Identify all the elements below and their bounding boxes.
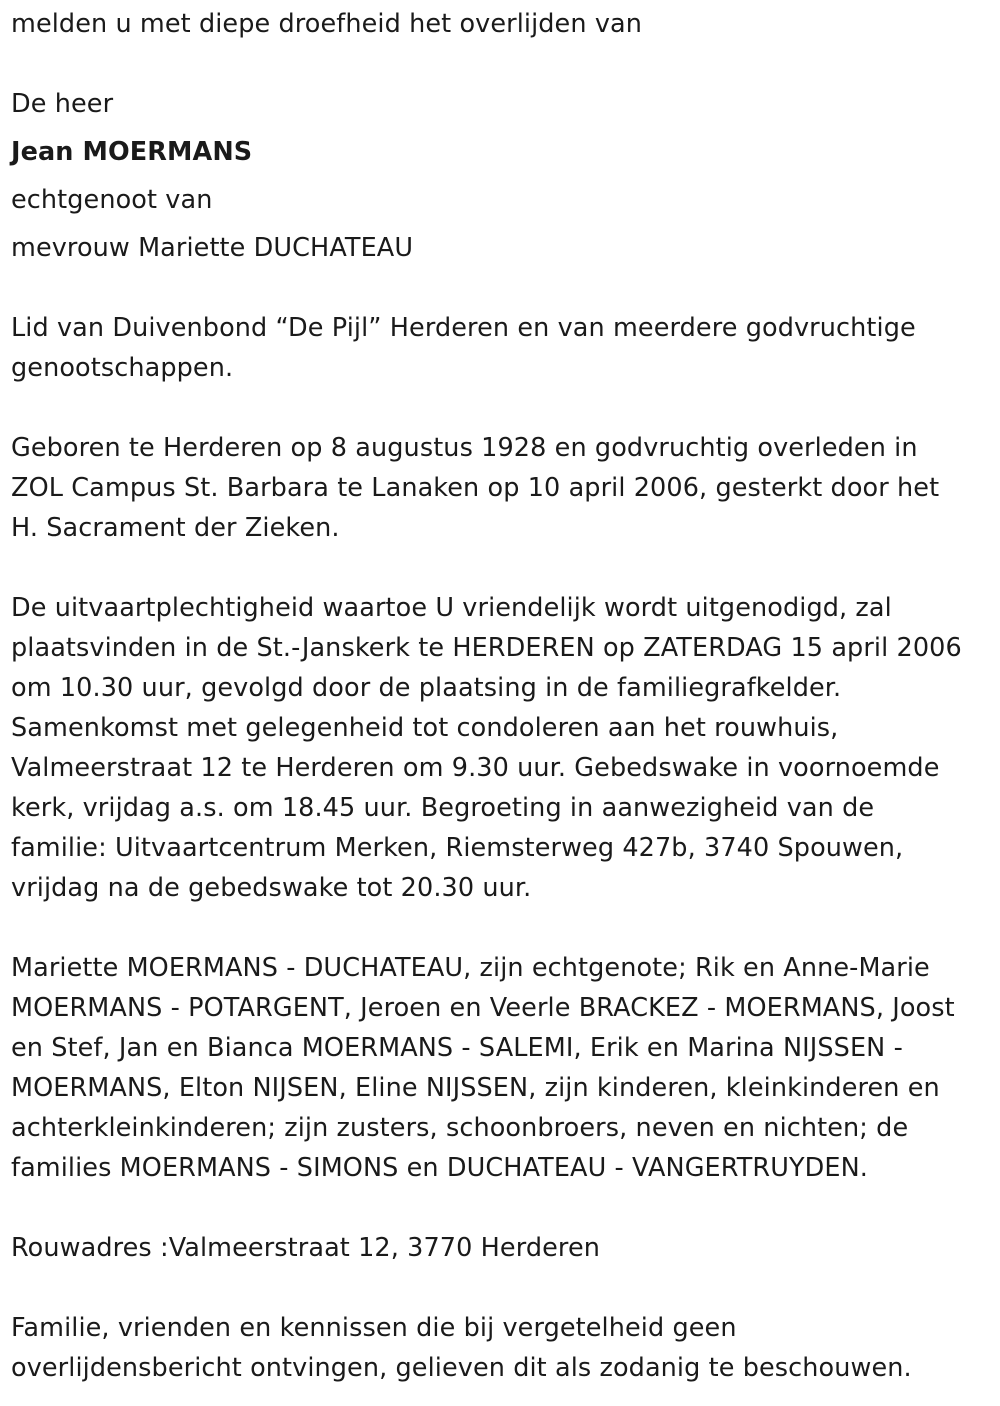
mourning-address: Rouwadres :Valmeerstraat 12, 3770 Herderen [11, 1233, 601, 1263]
paragraph-line: vrijdag na de gebedswake tot 20.30 uur. [11, 873, 532, 903]
closing-paragraph [11, 1308, 986, 1388]
relation-label: echtgenoot van [11, 185, 213, 215]
paragraph-line: Mariette MOERMANS - DUCHATEAU, zijn echtgenote; Rik en Anne-Marie [11, 953, 930, 983]
birth-death-paragraph [11, 428, 986, 548]
membership-paragraph [11, 308, 986, 388]
funeral-paragraph [11, 588, 986, 908]
paragraph-line: MOERMANS - POTARGENT, Jeroen en Veerle BRACKEZ - MOERMANS, Joost [11, 993, 955, 1023]
paragraph-line: achterkleinkinderen; zijn zusters, schoonbroers, neven en nichten; de [11, 1113, 909, 1143]
paragraph-line: Familie, vrienden en kennissen die bij vergetelheid geen [11, 1313, 737, 1343]
paragraph-line: Geboren te Herderen op 8 augustus 1928 en godvruchtig overleden in [11, 433, 918, 463]
paragraph-line: familie: Uitvaartcentrum Merken, Riemsterweg 427b, 3740 Spouwen, [11, 833, 904, 863]
paragraph-line: H. Sacrament der Zieken. [11, 513, 340, 543]
paragraph-line: Samenkomst met gelegenheid tot condoleren aan het rouwhuis, [11, 713, 839, 743]
deceased-name: Jean MOERMANS [11, 137, 253, 167]
intro-line: melden u met diepe droefheid het overlijden van [11, 9, 642, 39]
salutation: De heer [11, 89, 114, 119]
paragraph-line: Lid van Duivenbond “De Pijl” Herderen en van meerdere godvruchtige [11, 313, 916, 343]
paragraph-line: plaatsvinden in de St.-Janskerk te HERDEREN op ZATERDAG 15 april 2006 [11, 633, 962, 663]
spouse-name: mevrouw Mariette DUCHATEAU [11, 233, 414, 263]
paragraph-line: genootschappen. [11, 353, 234, 383]
obituary-document [11, 4, 986, 1388]
paragraph-line: ZOL Campus St. Barbara te Lanaken op 10 april 2006, gesterkt door het [11, 473, 940, 503]
paragraph-line: De uitvaartplechtigheid waartoe U vriendelijk wordt uitgenodigd, zal [11, 593, 892, 623]
paragraph-line: en Stef, Jan en Bianca MOERMANS - SALEMI, Erik en Marina NIJSSEN - [11, 1033, 903, 1063]
paragraph-line: overlijdensbericht ontvingen, gelieven dit als zodanig te beschouwen. [11, 1353, 912, 1383]
paragraph-line: Valmeerstraat 12 te Herderen om 9.30 uur. Gebedswake in voornoemde [11, 753, 940, 783]
paragraph-line: families MOERMANS - SIMONS en DUCHATEAU - VANGERTRUYDEN. [11, 1153, 868, 1183]
family-paragraph [11, 948, 986, 1188]
paragraph-line: om 10.30 uur, gevolgd door de plaatsing in de familiegrafkelder. [11, 673, 842, 703]
paragraph-line: MOERMANS, Elton NIJSEN, Eline NIJSSEN, zijn kinderen, kleinkinderen en [11, 1073, 940, 1103]
paragraph-line: kerk, vrijdag a.s. om 18.45 uur. Begroeting in aanwezigheid van de [11, 793, 875, 823]
